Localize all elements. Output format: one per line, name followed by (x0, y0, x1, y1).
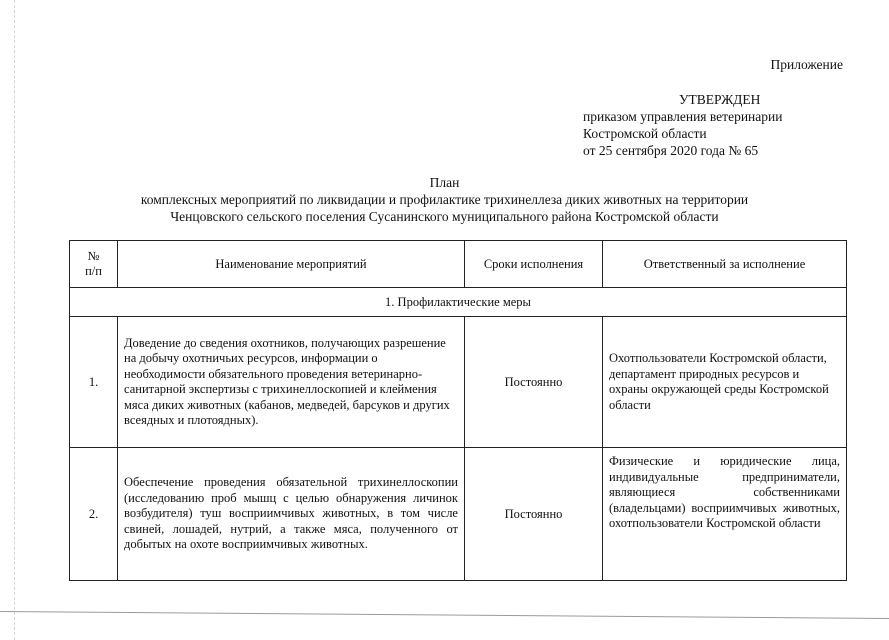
approval-line-3: от 25 сентября 2020 года № 65 (583, 143, 759, 158)
scan-edge-bottom (0, 611, 889, 619)
section-row (70, 288, 847, 317)
header-responsible: Ответственный за исполнение (603, 241, 847, 288)
row-responsible: Охотпользователи Костромской области, департамент природных ресурсов и охраны окружающей среды Костромской области (603, 317, 847, 448)
plan-title-block (0, 174, 889, 225)
header-name: Наименование мероприятий (118, 241, 465, 288)
row-description: Обеспечение проведения обязательной трихинеллоскопии (исследованию проб мышц с целью обнаружения личинок возбудителя) туш восприимчивых животных, в том числе свиней, лошадей, нутрий, а также мяса, полученного от добытых на охоте восприимчивых животных. (118, 448, 465, 581)
header-term: Сроки исполнения (465, 241, 603, 288)
measures-table (69, 240, 847, 581)
row-term: Постоянно (465, 448, 603, 581)
approved-heading: УТВЕРЖДЕН (679, 92, 761, 107)
row-number: 1. (70, 317, 118, 448)
annex-label: Приложение (770, 57, 843, 72)
row-number: 2. (70, 448, 118, 581)
table-header-row (70, 241, 847, 288)
section-title: 1. Профилактические меры (70, 288, 847, 317)
table-row (70, 448, 847, 581)
header-number (70, 241, 118, 288)
row-responsible: Физические и юридические лица, индивидуальные предприниматели, являющиеся собственниками (владельцами) восприимчивых животных, охотпользователи Костромской области (603, 448, 847, 581)
approval-block (583, 91, 782, 159)
row-term: Постоянно (465, 317, 603, 448)
plan-subtitle-line-1: комплексных мероприятий по ликвидации и профилактике трихинеллеза диких животных на территории (140, 192, 749, 207)
header-number-line-2: п/п (85, 264, 102, 278)
header-number-line-1: № (87, 249, 100, 263)
row-description: Доведение до сведения охотников, получающих разрешение на добычу охотничьих ресурсов, информации о необходимости обязательного проведения ветеринарно-санитарной экспертизы с трихинеллоскопией и клеймения мяса диких животных (кабанов, медведей, барсуков и других всеядных и плотоядных). (118, 317, 465, 448)
approval-line-1: приказом управления ветеринарии (583, 109, 783, 124)
scan-edge-left (14, 0, 15, 640)
approval-line-2: Костромской области (583, 126, 707, 141)
plan-title: План (429, 175, 460, 190)
table-row (70, 317, 847, 448)
plan-subtitle-line-2: Ченцовского сельского поселения Сусанинского муниципального района Костромской области (170, 209, 719, 224)
